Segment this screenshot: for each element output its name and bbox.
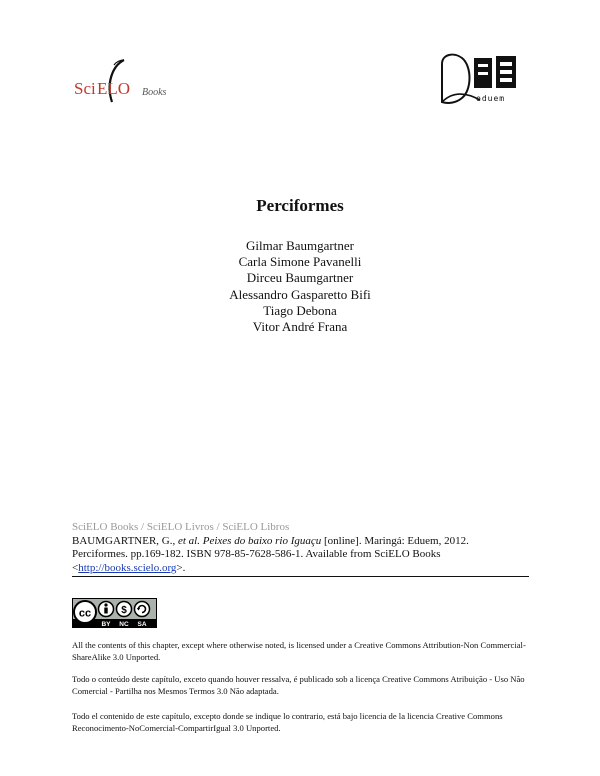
author-list <box>0 238 600 335</box>
url-close-bracket: >. <box>176 561 186 574</box>
author-name: Dirceu Baumgartner <box>246 270 354 286</box>
citation-authors: BAUMGARTNER, G., <box>72 534 178 547</box>
citation-publisher: [online]. Maringá: Eduem, 2012. <box>321 534 469 547</box>
scielo-books-logo <box>72 56 182 106</box>
citation-block <box>72 521 532 575</box>
license-text-en: All the contents of this chapter, except where otherwise noted, is licensed under a Creative Commons Attribution-Non Commercial-ShareAlike 3.0 Unported. <box>72 640 526 662</box>
cc-mark-text: cc <box>78 607 92 620</box>
cc-by-nc-sa-icon <box>72 598 157 628</box>
chapter-title: Perciformes <box>256 196 344 215</box>
logo-elo-text: ELO <box>97 79 131 98</box>
logo-sci-text: Sci <box>74 79 96 98</box>
citation-line-1 <box>72 535 532 549</box>
eduem-name-text: eduem <box>476 94 506 103</box>
cc-sa-label: SA <box>137 621 147 628</box>
nc-symbol-icon: $ <box>121 605 127 616</box>
eduem-logo <box>440 50 530 108</box>
citation-book-title: Peixes do baixo rio Iguaçu <box>199 534 322 547</box>
author-name: Vitor André Frana <box>252 319 348 335</box>
author-name: Tiago Debona <box>263 302 337 318</box>
license-text-pt: Todo o conteúdo deste capítulo, exceto quando houver ressalva, é publicado sob a licença Creative Commons Atribuição - Uso Não Comercial - Partilha nos Mesmos Termos 3.0 Não adaptada. <box>72 674 525 696</box>
author-name: Carla Simone Pavanelli <box>238 254 362 270</box>
url-open-bracket: < <box>72 561 79 574</box>
cc-nc-label: NC <box>119 621 129 628</box>
divider <box>72 576 529 577</box>
cc-license-badge[interactable] <box>72 598 157 628</box>
cc-by-label: BY <box>101 621 111 628</box>
license-text-es: Todo el contenido de este capítulo, excepto donde se indique lo contrario, está bajo licencia de la licencia Creative Commons Reconocimento-NoComercial-CompartirIgual 3.0 Unported. <box>72 711 503 733</box>
citation-etal: et al. <box>177 534 200 547</box>
logo-books-text: Books <box>142 87 167 98</box>
scielo-books-link[interactable]: http://books.scielo.org <box>78 561 177 574</box>
author-name: Alessandro Gasparetto Bifi <box>229 286 371 302</box>
author-name: Gilmar Baumgartner <box>246 238 354 253</box>
series-line: SciELO Books / SciELO Livros / SciELO Libros <box>72 521 290 533</box>
citation-line-2: Perciformes. pp.169-182. ISBN 978-85-7628-586-1. Available from SciELO Books <box>72 548 441 560</box>
citation-line-3 <box>72 562 532 576</box>
